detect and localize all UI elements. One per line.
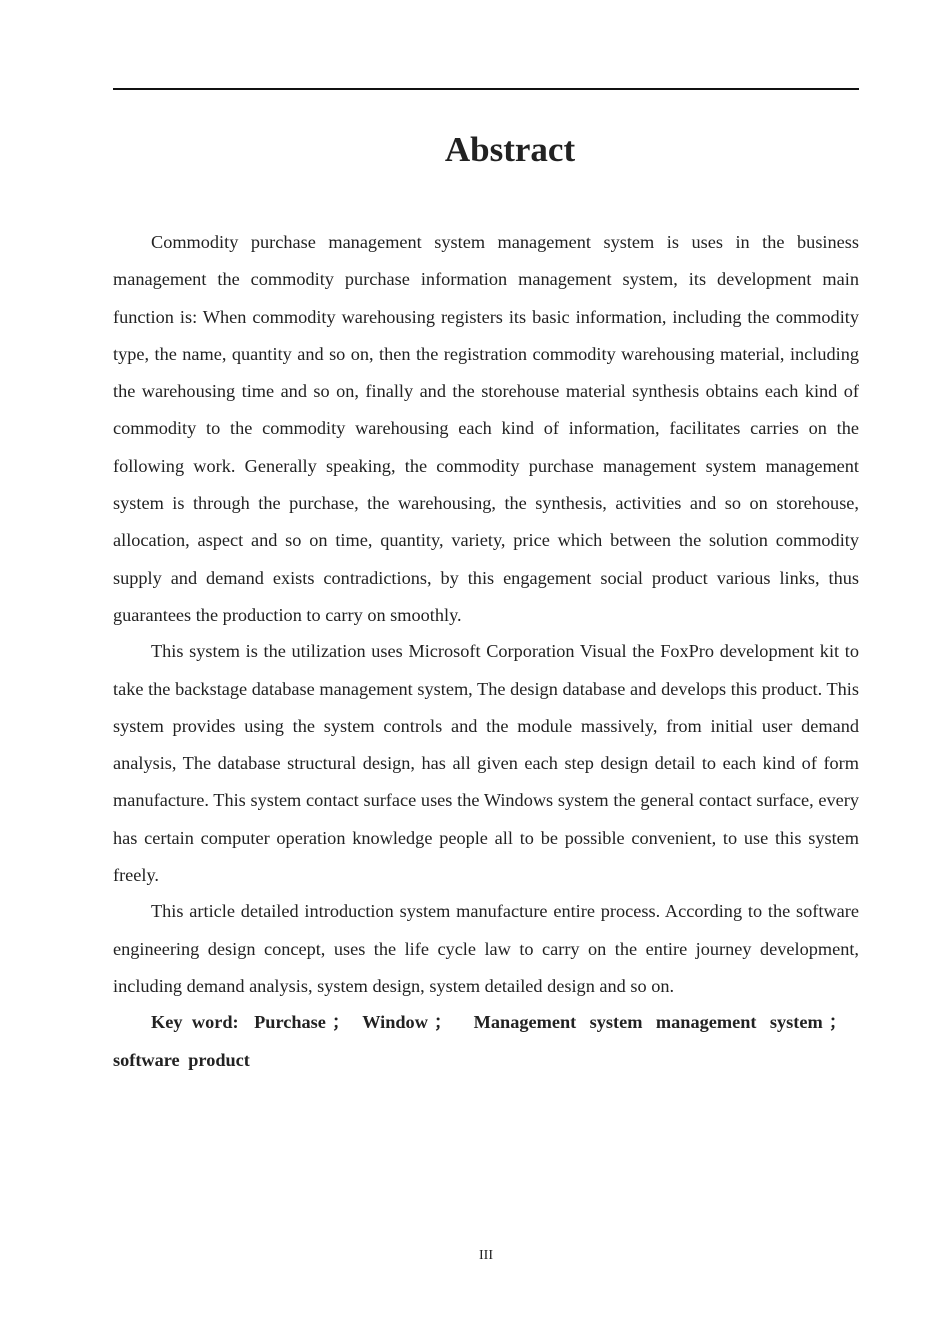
keyword-item: software product xyxy=(113,1049,250,1070)
abstract-paragraph-1: Commodity purchase management system management system is uses in the business management the commodity purchase information management system, its development main function is: When commodity warehousing registers its basic information, including the commodity type, the name, quantity and so on, then the registration commodity warehousing material, including the warehousing time and so on, finally and the storehouse material synthesis obtains each kind of commodity to the commodity warehousing each kind of information, facilitates carries on the following work. Generally speaking, the commodity purchase management system management system is through the purchase, the warehousing, the synthesis, activities and so on storehouse, allocation, aspect and so on time, quantity, variety, price which between the solution commodity supply and demand exists contradictions, by this engagement social product various links, thus guarantees the production to carry on smoothly. xyxy=(113,232,859,625)
keywords-label: Key word: xyxy=(151,1012,239,1033)
abstract-paragraph-2: This system is the utilization uses Microsoft Corporation Visual the FoxPro development kit to take the backstage database management system, The design database and develops this product. This system provides using the system controls and the module massively, from initial user demand analysis, The database structural design, has all given each step design detail to each kind of form manufacture. This system contact surface uses the Windows system the general contact surface, every has certain computer operation knowledge people all to be possible convenient, to use this system freely. xyxy=(113,641,859,886)
keywords-line xyxy=(113,1004,859,1079)
keyword-separator: ； xyxy=(433,1012,453,1033)
keyword-item: Purchase xyxy=(254,1012,326,1033)
page-title: Abstract xyxy=(444,130,576,169)
abstract-body xyxy=(113,224,859,1079)
page-number: III xyxy=(479,1248,493,1263)
keyword-separator: ； xyxy=(331,1012,351,1033)
header-rule xyxy=(113,88,859,90)
abstract-paragraph-3: This article detailed introduction system manufacture entire process. According to the software engineering design concept, uses the life cycle law to carry on the entire journey development, including demand analysis, system design, system detailed design and so on. xyxy=(113,901,859,996)
keyword-separator: ； xyxy=(828,1012,847,1033)
keyword-item: Window xyxy=(362,1012,428,1033)
keyword-item: Management system management system xyxy=(473,1012,823,1033)
